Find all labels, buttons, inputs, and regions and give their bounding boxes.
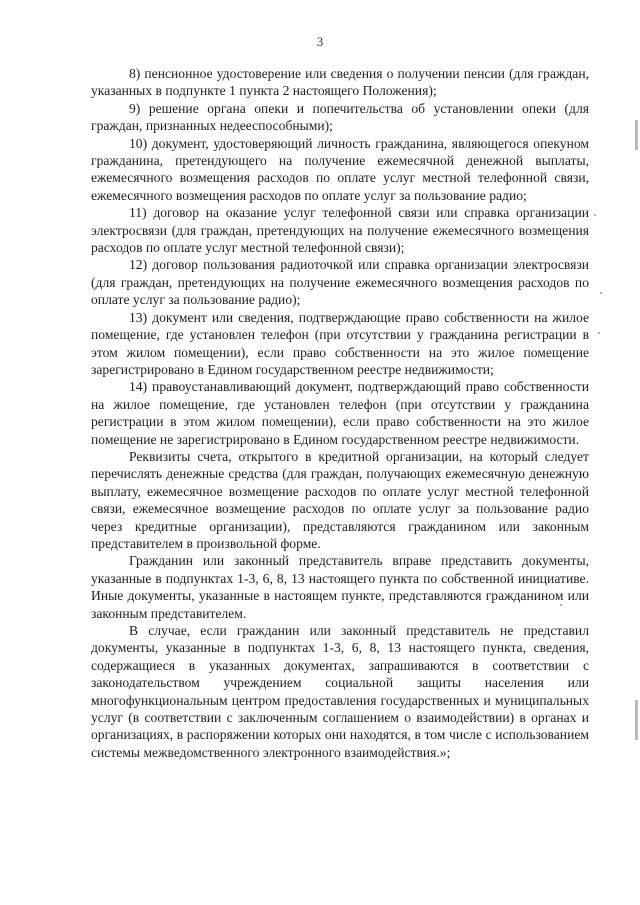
scan-edge-mark (635, 700, 638, 740)
scan-speck (594, 214, 596, 216)
paragraph-item-11: 11) договор на оказание услуг телефонной связи или справка организации электросвязи (для граждан, претендующих на получение ежемесячного возмещения расходов по оплате услуг местной телефонной связи); (91, 205, 589, 256)
paragraph-item-8: 8) пенсионное удостоверение или сведения о получении пенсии (для граждан, указанных в подпункте 1 пункта 2 настоящего Положения); (91, 66, 589, 99)
paragraph-item-9: 9) решение органа опеки и попечительства об установлении опеки (для граждан, признанных недееспособными); (91, 100, 589, 134)
paragraph-bank-details: Реквизиты счета, открытого в кредитной организации, на который следует перечислять денежные средства (для граждан, получающих ежемесячную денежную выплату, ежемесячное возмещение расходов по оплате услуг местной телефонной связи, ежемесячное возмещение расходов по оплате услуг за пользование радио через кредитные организации), представляются гражданином или законным представителем в произвольной форме. (91, 448, 589, 551)
paragraph-interagency-request: В случае, если гражданин или законный представитель не представил документы, указанные в подпунктах 1-3, 6, 8, 13 настоящего пункта, сведения, содержащиеся в указанных документах, запрашиваются в соответствии с законодательством учреждением социальной защиты населения или многофункциональным центром предоставления государственных и муниципальных услуг (в соответствии с заключенным соглашением о взаимодействии) в органах и организациях, в распоряжении которых они находятся, в том числе с использованием системы межведомственного электронного взаимодействия.»; (91, 623, 589, 760)
document-body (91, 65, 589, 761)
scan-speck (600, 292, 602, 294)
paragraph-item-10: 10) документ, удостоверяющий личность гражданина, являющегося опекуном гражданина, претендующего на получение ежемесячной денежной выплаты, ежемесячного возмещения расходов по оплате услуг местной телефонной связи, ежемесячного возмещения расходов по оплате услуг за пользование радио; (91, 135, 589, 203)
paragraph-item-14: 14) правоустанавливающий документ, подтверждающий право собственности на жилое помещение, где установлен телефон (при отсутствии у гражданина регистрации в этом жилом помещении), если право собственности на это жилое помещение не зарегистрировано в Едином государственном реестре недвижимости. (91, 379, 589, 447)
paragraph-item-13: 13) документ или сведения, подтверждающие право собственности на жилое помещение, где установлен телефон (при отсутствии у гражданина регистрации в этом жилом помещении), если право собственности на это жилое помещение зарегистрировано в Едином государственном реестре недвижимости; (91, 309, 589, 377)
scan-speck (598, 332, 600, 334)
paragraph-item-12: 12) договор пользования радиоточкой или справка организации электросвязи (для граждан, претендующих на получение ежемесячного возмещения расходов по оплате услуг за пользование радио); (91, 257, 589, 308)
page-number: 3 (316, 34, 324, 49)
scan-speck (560, 604, 562, 606)
scan-edge-mark (635, 120, 638, 150)
paragraph-own-initiative: Гражданин или законный представитель вправе представить документы, указанные в подпунктах 1-3, 6, 8, 13 настоящего пункта по собственной инициативе. Иные документы, указанные в настоящем пункте, представляются гражданином или законным представителем. (91, 553, 589, 621)
